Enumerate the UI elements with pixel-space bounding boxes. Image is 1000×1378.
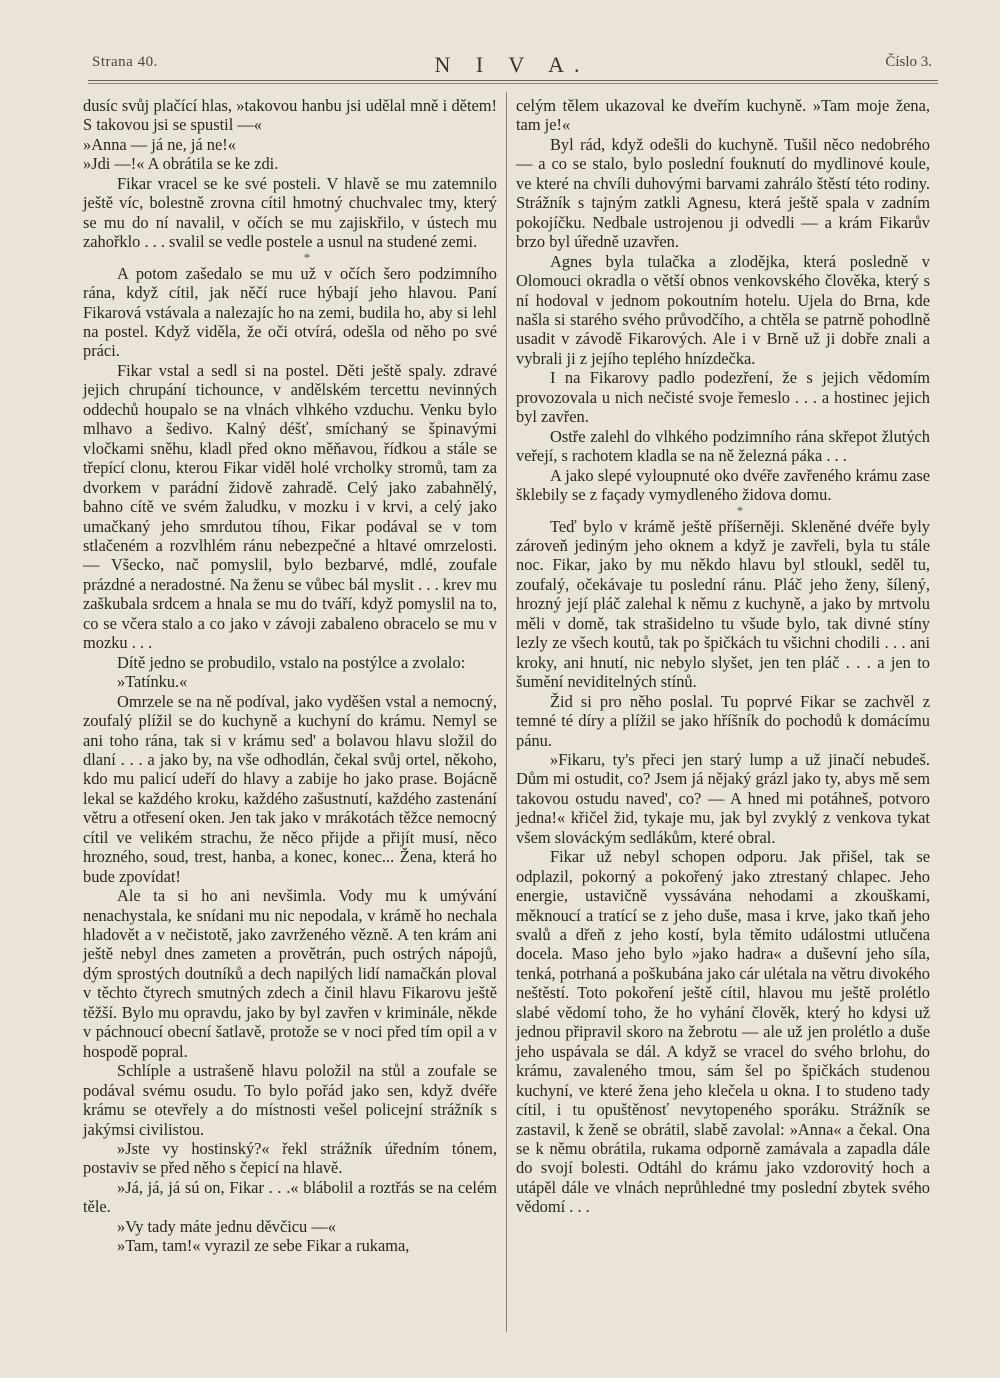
paragraph: Agnes byla tulačka a zlodějka, která posledně v Olomouci okradla o větší obnos venkovského člověka, který s ní hodoval v jednom pokoutním hotelu. Ujela do Brna, kde našla si starého svého průvodčího, a chtěla se patrně pohodlně usadit v závodě Fikarových. Ale i v Brně už ji dobře znali a vybrali ji z jejího teplého hnízdečka. (516, 251, 930, 368)
paragraph: Fikar vstal a sedl si na postel. Děti ještě spaly. zdravé jejich chrupání tichounce, v andělském tercettu nevinných oddechů houpalo se na vlnách vlhkého vzduchu. Venku bylo mlhavo a šedivo. Kalný déšť, smíchaný se špinavými vločkami sněhu, kladl před okno měňavou, řídkou a stále se třepící clonu, kterou Fikar viděl holé vrcholky stromů, tam za dvorkem v parádní židově zahradě. Celý jako zabahnělý, bahno cítě ve svém žaludku, v mozku i v krvi, a celý jako umačkaný jeho smrdutou tíhou, Fikar podával se v tom stlačeném a rozvlhlém ránu nebezpečné a hltavé omrzelosti. — Všecko, nač pomyslil, bylo bezbarvé, mdlé, zoufale prázdné a neradostné. Na ženu se vůbec bál myslit . . . krev mu zaškubala srdcem a hnala se mu do tváří, když pomyslil na to, co se včera stalo a co jako v závoji zabaleno obracelo se mu v mozku . . . (83, 360, 497, 653)
magazine-title: N I V A. (434, 52, 590, 77)
paragraph: A jako slepé vyloupnuté oko dvéře zavřeného krámu zase šklebily se z façady vymydleného židova domu. (516, 465, 930, 505)
paragraph: Omrzele se na ně podíval, jako vyděšen vstal a nemocný, zoufalý plížil se do kuchyně a kuchyní do krámu. Nemyl se ani toho rána, tak si v krámu sed' a bolavou hlavu složil do dlaní . . . a jako by, na vše odhodlán, čekal svůj ortel, někoho, kdo mu palicí udeří do hlavy a zabije ho jako prase. Bojácně lekal se každého kroku, každého zašustnutí, každého zastenání větru a otřesení oken. Jen tak jako v mrákotách těžce nemocný cítil ve velikém strachu, že něco přijde a přijít musí, něco hrozného, soud, trest, hanba, a konec, konec... Žena, která ho bude zpovídat! (83, 691, 497, 886)
paragraph: Dítě jedno se probudilo, vstalo na postýlce a zvolalo: (117, 652, 466, 672)
paragraph: dusíc svůj plačící hlas, »takovou hanbu jsi udělal mně i dětem! S takovou jsi se spustil —« (83, 96, 497, 135)
right-column (516, 96, 930, 1217)
paragraph: celým tělem ukazoval ke dveřím kuchyně. »Tam moje žena, tam je!« (516, 96, 930, 135)
paragraph: Schlíple a ustrašeně hlavu položil na stůl a zoufale se podával svému osudu. To bylo pořád jako sen, když dvéře krámu se otevřely a do místnosti vešel policejní strážník s jakýmsi civilistou. (83, 1061, 497, 1139)
paragraph: »Tam, tam!« vyrazil ze sebe Fikar a rukama, (117, 1236, 410, 1256)
paragraph: »Anna — já ne, já ne!« (83, 134, 236, 154)
paragraph: Fikar vracel se ke své posteli. V hlavě se mu zatemnilo ještě víc, bolestně zrovna cítil hmotný chuchvalec tmy, který se mu do ní navalil, v očích se mu zajiskřilo, v ústech mu zahořklo . . . svalil se vedle postele a usnul na studené zemi. (83, 173, 497, 252)
paragraph: Teď bylo v krámě ještě příšerněji. Skleněné dvéře byly zároveň jediným jeho oknem a když je zavřeli, byla tu stále noc. Fikar, jako by mu někdo hlavu byl stloukl, seděl tu, zoufalý, očekávaje tu poslední ránu. Pláč jeho ženy, šílený, hrozný její pláč zalehal k němu z kuchyně, a jako by mrtvolu měli v domě, tak strašidelno tu všude bylo, tak divné stíny lezly ze všech koutů, tak po špičkách tu všichni chodili . . . ani kroky, ani hnutí, nic nebylo slyšet, jen ten pláč . . . a jen to šumění neviditelných stínů. (516, 516, 930, 692)
paragraph: Byl rád, když odešli do kuchyně. Tušil něco nedobrého — a co se stalo, bylo poslední fouknutí do mydlinové koule, ve které na chvíli duhovými barvami zahrálo štěstí této rodiny. Strážník s tajným zatkli Agnesu, která ještě spala v zadním pokojíčku. Nedbale ustrojenou ji odvedli — a krám Fikarův brzo byl úředně uzavřen. (516, 134, 930, 252)
header-rule (88, 80, 938, 84)
paragraph: »Vy tady máte jednu děvčicu —« (117, 1216, 336, 1236)
column-divider (506, 92, 507, 1332)
paragraph: Žid si pro něho poslal. Tu poprvé Fikar se zachvěl z temné té díry a plížil se jako hříšník do pochodů k domácímu pánu. (516, 691, 930, 750)
paragraph: »Tatínku.« (117, 672, 188, 692)
page-number: Strana 40. (92, 54, 158, 70)
section-separator: * (736, 502, 744, 518)
paragraph: Ale ta si ho ani nevšimla. Vody mu k umývání nenachystala, ke snídani mu nic nepodala, v krámě ho nechala hladovět a v nečistotě, jako zavrženého vězně. A ten krám ani ještě nebyl dnes zameten a provětrán, puch ostrých nápojů, dým sprostých doutníků a dech napilých lidí namačkán ploval v těchto čtyrech smutných zdech a činil hlavu Fikarovu ještě těžší. Bylo mu opravdu, jako by byl zavřen v kriminále, někde v páchnoucí obecní šatlavě, protože se v noci před tím opil a v hospodě popral. (83, 886, 497, 1061)
paragraph: »Fikaru, ty's přeci jen starý lump a už jinačí nebudeš. Dům mi ostudit, co? Jsem já nějaký grázl jako ty, abys mě sem takovou ostudu naved', co? — A hned mi potáhneš, potvoro jedna!« křičel žid, tykaje mu, jak byl zvyklý z venkova tykat všem slováckým sedlákům, které obral. (516, 749, 930, 847)
paragraph: »Jste vy hostinský?« řekl strážník úředním tónem, postaviv se před něho s čepicí na hlavě. (83, 1139, 497, 1178)
paragraph: »Já, já, já sú on, Fikar . . .« blábolil a roztřás se na celém těle. (83, 1177, 497, 1217)
paragraph: »Jdi —!« A obrátila se ke zdi. (83, 154, 279, 174)
paragraph: A potom zašedalo se mu už v očích šero podzimního rána, když cítil, jak něčí ruce hýbají jeho hlavou. Paní Fikarová vstávala a nalezajíc ho na zemi, budila ho, aby si lehl na postel. Když viděla, že oči otvírá, odešla od něho po své práci. (83, 263, 497, 361)
issue-number: Číslo 3. (885, 54, 932, 70)
paragraph: Ostře zalehl do vlhkého podzimního rána skřepot žlutých veřejí, s rachotem kladla se na ně železná páka . . . (516, 426, 930, 466)
paragraph: I na Fikarovy padlo podezření, že s jejich vědomím provozovala u nich nečisté svoje řemeslo . . . a hostinec jejich byl zavřen. (516, 368, 930, 427)
page-header (92, 52, 932, 78)
paragraph: Fikar už nebyl schopen odporu. Jak přišel, tak se odplazil, pokorný a pokořený jako ztrestaný chlapec. Jeho energie, ustavičně vyssávána nehodami a zkouškami, měknoucí a tratící se z jeho duše, masa i krve, jako tkaň jeho svalů a dřeň z jeho kostí, byla těmito událostmi utlučena docela. Maso jeho bylo »jako hadra« a duševní jeho síla, tenká, potrhaná a poškubána jako cár ulétala na větru divokého neštěstí. Toto pokoření ještě cítil, hlavou mu ještě prolétlo slabé vědomí toho, že ho vyhání člověk, který ho kdysi už jednou připravil skoro na žebrotu — ale už jen prolétlo a duše jeho uspávala se dál. A když se vracel do svého brlohu, do krámu, zavaleného tmou, sám šel po špičkách studenou kuchyní, ve které žena jeho klečela u okna. I to studeno tady cítil, i tu opuštěnosť nevytopeného sporáku. Strážník se zastavil, k ženě se obrátil, slabě zavolal: »Anna« a čekal. Ona se k němu obrátila, rukama odporně zamávala a zapadla dále do svojí bolesti. Odtáhl do krámu jako vzdorovitý hoch a utápěl dále ve vlnách neprůhledné tmy poslední zbytek svého vědomí . . . (516, 847, 930, 1217)
left-column (83, 96, 497, 1256)
section-separator: * (303, 249, 311, 265)
